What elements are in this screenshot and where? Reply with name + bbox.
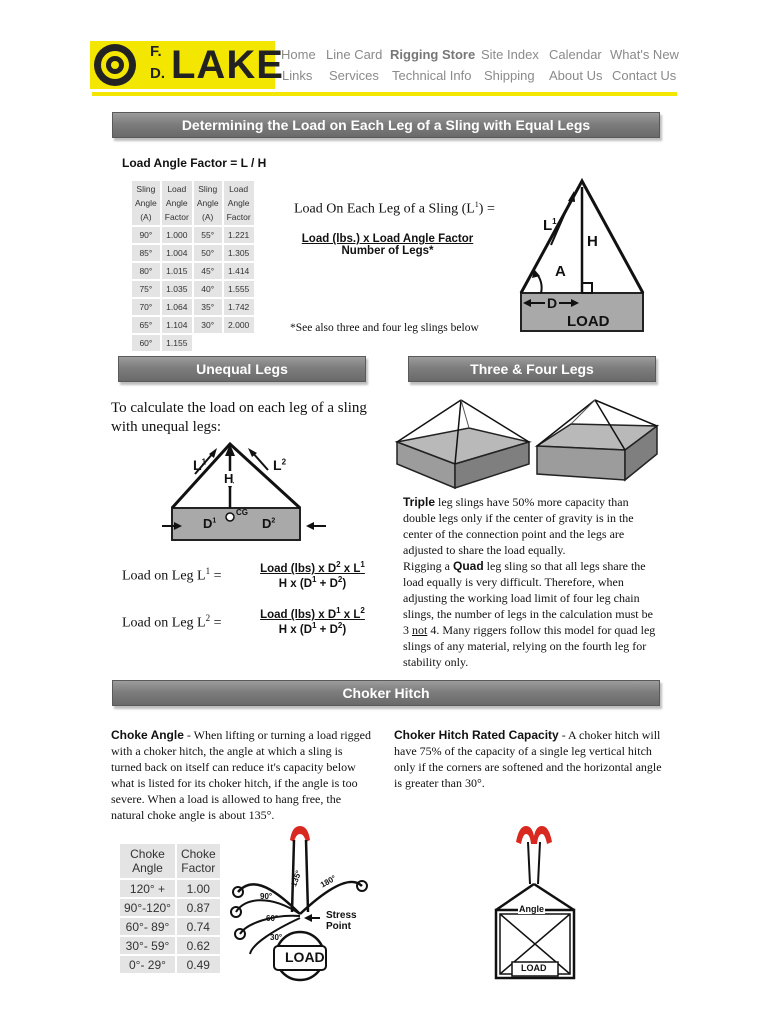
- table-row: 60° 1.155: [132, 335, 254, 351]
- angle-label-135: 135°: [289, 869, 304, 888]
- nav-site-index[interactable]: Site Index: [481, 47, 539, 62]
- logo-wordmark: LAKE: [171, 43, 284, 87]
- table-row: 80° 1.015 45° 1.414: [132, 263, 254, 279]
- section-banner-choker-hitch: Choker Hitch: [112, 680, 660, 706]
- formula-leg1-label: Load on Leg $L^1$ =: [122, 566, 222, 584]
- nav-whats-new[interactable]: What's New: [610, 47, 679, 62]
- nav-rigging-store[interactable]: Rigging Store: [390, 47, 476, 62]
- section-banner-unequal-legs: Unequal Legs: [118, 356, 366, 382]
- choke-angle-paragraph: Choke Angle - When lifting or turning a load rigged with a choker hitch, the angle at which a sling is turned back on itself can reduce it's capacity below what is listed for its choker hitch, if the angle is too severe. When a load is allowed to hang free, the natural choke angle is about 135°.: [111, 728, 371, 822]
- header-load-angle-factor: Load Angle Factor: [162, 181, 192, 225]
- nav-contact-us[interactable]: Contact Us: [612, 68, 677, 83]
- table-row: 75° 1.035 40° 1.555: [132, 281, 254, 297]
- company-logo[interactable]: [90, 41, 284, 89]
- table-row: 30°- 59° 0.62: [120, 937, 220, 954]
- leg-label: $L^1$: [543, 217, 557, 234]
- table-row: 120° + 1.00: [120, 880, 220, 897]
- angle-label-30: 30°: [270, 933, 283, 942]
- header-sling-angle-2: Sling Angle (A): [194, 181, 222, 225]
- nav-links[interactable]: Links: [282, 68, 313, 83]
- d1-label: $D^1$: [203, 516, 217, 531]
- nav-services[interactable]: Services: [329, 68, 379, 83]
- load-angle-factor-title: Load Angle Factor = L / H: [122, 156, 267, 170]
- formula-leg1-denominator: H x $(D^1 + D^2)$: [278, 574, 347, 590]
- header-rule: [92, 92, 677, 96]
- equal-formula-numerator: Load (lbs.) x Load Angle Factor: [301, 233, 474, 245]
- choker-rated-capacity-paragraph: Choker Hitch Rated Capacity - A choker hitch will have 75% of the capacity of a single leg vertical hitch only if the corners are softened and the horizontal angle is greater than 30°.: [394, 728, 662, 790]
- height-label: H: [587, 233, 598, 250]
- table-row: 85° 1.004 50° 1.305: [132, 245, 254, 261]
- choke-factor-table: [118, 842, 222, 975]
- angle-label-90: 90°: [260, 892, 273, 901]
- angle-label: A: [555, 263, 566, 280]
- header-load-angle-factor-2: Load Angle Factor: [224, 181, 254, 225]
- formula-leg2: [245, 606, 380, 636]
- table-row: 0°- 29° 0.49: [120, 956, 220, 973]
- formula-leg2-denominator: H x $(D^1 + D^2)$: [278, 620, 347, 636]
- angle-label-60: 60°: [266, 914, 279, 923]
- table-row: 60°- 89° 0.74: [120, 918, 220, 935]
- multi-leg-slings-illustration: [395, 398, 665, 490]
- see-also-footnote: *See also three and four leg slings below: [290, 322, 479, 334]
- header-sling-angle: Sling Angle (A): [132, 181, 160, 225]
- header-choke-angle: Choke Angle: [120, 844, 175, 878]
- section-banner-equal-legs: Determining the Load on Each Leg of a Sling with Equal Legs: [112, 112, 660, 138]
- distance-label: D: [547, 295, 558, 311]
- stress-point-label: Stress Point: [326, 910, 357, 932]
- load-angle-factor-table: [130, 179, 256, 353]
- choke-angle-diagram: [228, 822, 378, 984]
- nav-line-card[interactable]: Line Card: [326, 47, 383, 62]
- unequal-intro: To calculate the load on each leg of a sling with unequal legs:: [111, 400, 367, 435]
- load-label: LOAD: [567, 313, 610, 330]
- formula-leg1: [245, 560, 380, 590]
- height-label: H: [224, 471, 234, 486]
- equal-formula: [300, 233, 475, 257]
- table-header-row: [120, 844, 220, 878]
- load-label: LOAD: [285, 949, 325, 965]
- table-row: 70° 1.064 35° 1.742: [132, 299, 254, 315]
- triple-leg-paragraph: Triple leg slings have 50% more capacity than double legs only if the center of gravity is in the center of the connection point and the legs are adjusted to share the load equally.: [403, 495, 634, 557]
- nav-technical-info[interactable]: Technical Info: [392, 68, 472, 83]
- nav-shipping[interactable]: Shipping: [484, 68, 535, 83]
- unequal-leg-sling-diagram: [160, 440, 335, 545]
- equal-formula-denominator: Number of Legs*: [341, 245, 434, 257]
- load-each-leg-heading: Load On Each Leg of a Sling $(L^1)$ =: [294, 200, 495, 217]
- formula-leg2-label: Load on Leg $L^2$ =: [122, 613, 222, 631]
- logo-f: F.: [150, 43, 162, 60]
- formula-leg2-numerator: Load (lbs) x $D^1$ x $L^2$: [260, 606, 365, 621]
- table-row: 65° 1.104 30° 2.000: [132, 317, 254, 333]
- leg1-label: $L^1$: [193, 457, 207, 473]
- table-row: 90° 1.000 55° 1.221: [132, 227, 254, 243]
- nav-calendar[interactable]: Calendar: [549, 47, 602, 62]
- logo-d: D.: [150, 65, 165, 82]
- header-choke-factor: Choke Factor: [177, 844, 220, 878]
- choker-hitch-load-diagram: [490, 822, 580, 984]
- center-of-gravity-label: CG: [236, 508, 248, 517]
- nav-about-us[interactable]: About Us: [549, 68, 603, 83]
- angle-label-180: 180°: [318, 873, 338, 890]
- quad-leg-paragraph: Rigging a Quad leg sling so that all legs share the load equally is very difficult. Therefore, when adjusting the working load limit of four leg chain slings, the number of legs in the calculation must be 3 not 4. Many riggers follow this model for quad leg slings of any material, relying on the fourth leg for stability only.: [403, 559, 656, 669]
- formula-leg1-numerator: Load (lbs) x $D^2$ x $L^1$: [260, 560, 365, 575]
- d2-label: $D^2$: [262, 516, 276, 531]
- angle-label: Angle: [519, 904, 545, 914]
- load-label: LOAD: [521, 963, 547, 973]
- leg2-label: $L^2$: [273, 457, 287, 473]
- equal-leg-sling-diagram: [515, 175, 650, 340]
- table-header-row: [132, 181, 254, 225]
- nav-home[interactable]: Home: [281, 47, 316, 62]
- section-banner-three-four-legs: Three & Four Legs: [408, 356, 656, 382]
- table-row: 90°-120° 0.87: [120, 899, 220, 916]
